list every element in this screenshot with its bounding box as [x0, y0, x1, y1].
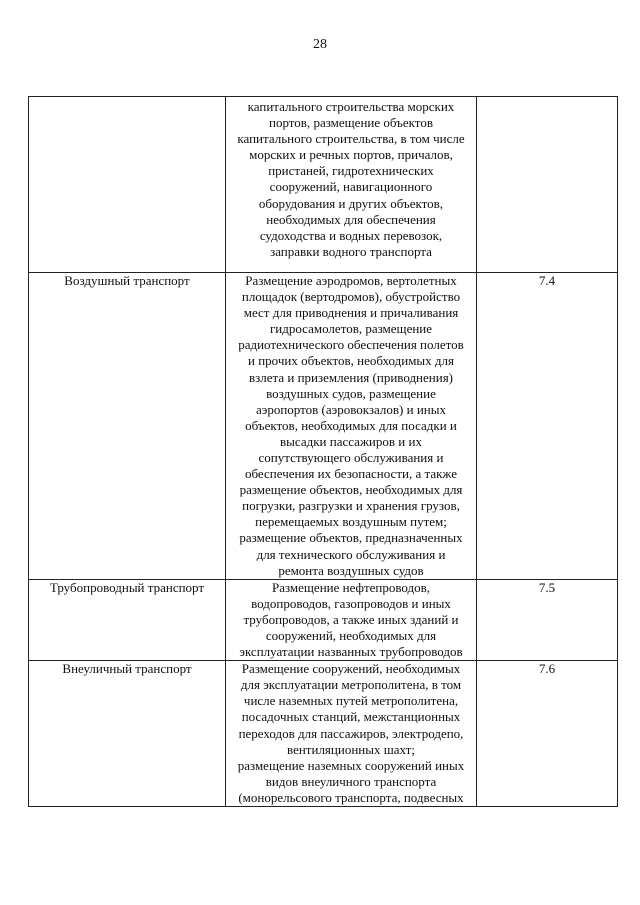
- code-cell: 7.5: [477, 579, 618, 660]
- description-line: переходов для пассажиров, электродепо,: [238, 725, 464, 741]
- description-line: морских и речных портов, причалов,: [249, 147, 453, 163]
- description-line: сопутствующего обслуживания и: [258, 449, 444, 465]
- description-line: числе наземных путей метрополитена,: [243, 693, 459, 709]
- description-line: размещение наземных сооружений иных: [237, 757, 465, 773]
- description-line: необходимых для обеспечения: [266, 211, 436, 227]
- description-line: пристаней, гидротехнических: [268, 163, 434, 179]
- page-number: 28: [313, 37, 327, 52]
- description-line: погрузки, разгрузки и хранения грузов,: [242, 498, 460, 514]
- description-line: Размещение нефтепроводов,: [271, 579, 431, 595]
- description-line: портов, размещение объектов: [269, 115, 433, 131]
- type-name-cell: Трубопроводный транспорт: [29, 579, 226, 660]
- table-row: [29, 97, 618, 273]
- description-line: Размещение аэродромов, вертолетных: [245, 272, 457, 288]
- description-line: перемещаемых воздушным путем;: [255, 514, 447, 530]
- description-cell: [226, 661, 477, 807]
- table-row: [29, 661, 618, 807]
- description-line: оборудования и других объектов,: [258, 195, 444, 211]
- code-cell: 7.6: [477, 661, 618, 807]
- description-line: капитального строительства, в том числе: [237, 131, 465, 147]
- description-line: взлета и приземления (приводнения): [248, 369, 454, 385]
- description-line: обеспечения их безопасности, а также: [244, 466, 457, 482]
- description-line: эксплуатации названных трубопроводов: [239, 644, 463, 660]
- description-line: гидросамолетов, размещение: [269, 321, 433, 337]
- description-line: аэропортов (аэровокзалов) и иных: [256, 401, 446, 417]
- type-name-cell: Воздушный транспорт: [29, 272, 226, 579]
- description-line: судоходства и водных перевозок,: [259, 227, 443, 243]
- description-line: площадок (вертодромов), обустройство: [241, 289, 461, 305]
- description-line: сооружений, навигационного: [269, 179, 433, 195]
- description-cell: [226, 97, 477, 273]
- description-cell: [226, 272, 477, 579]
- table-body: [29, 97, 618, 807]
- description-line: для эксплуатации метрополитена, в том: [240, 677, 462, 693]
- description-line: капитального строительства морских: [247, 99, 455, 114]
- table-row: [29, 579, 618, 660]
- description-cell: [226, 579, 477, 660]
- description-line: сооружений, необходимых для: [265, 628, 437, 643]
- code-cell: [477, 97, 618, 273]
- land-use-table: [28, 96, 618, 807]
- description-line: мест для приводнения и причаливания: [243, 305, 459, 321]
- description-line: для технического обслуживания и: [256, 546, 446, 562]
- description-line: ремонта воздушных судов: [278, 562, 424, 578]
- description-line: объектов, необходимых для посадки и: [245, 417, 457, 433]
- type-name-cell: Внеуличный транспорт: [29, 661, 226, 807]
- code-cell: 7.4: [477, 272, 618, 579]
- description-line: воздушных судов, размещение: [266, 385, 436, 401]
- description-line: заправки водного транспорта: [270, 243, 432, 259]
- description-line: посадочных станций, межстанционных: [241, 709, 461, 725]
- description-line: размещение объектов, необходимых для: [239, 482, 463, 498]
- description-line: трубопроводов, а также иных зданий и: [243, 611, 459, 627]
- description-line: Размещение сооружений, необходимых: [241, 661, 461, 677]
- description-line: высадки пассажиров и их: [280, 433, 422, 449]
- description-line: радиотехнического обеспечения полетов: [238, 337, 464, 353]
- description-line: и прочих объектов, необходимых для: [248, 353, 454, 369]
- description-line: вентиляционных шахт;: [287, 741, 415, 757]
- description-line: размещение объектов, предназначенных: [239, 530, 463, 546]
- description-line: (монорельсового транспорта, подвесных: [238, 789, 464, 805]
- table-row: [29, 272, 618, 579]
- type-name-cell: [29, 97, 226, 273]
- description-line: видов внеуличного транспорта: [265, 773, 437, 789]
- description-line: водопроводов, газопроводов и иных: [251, 595, 451, 611]
